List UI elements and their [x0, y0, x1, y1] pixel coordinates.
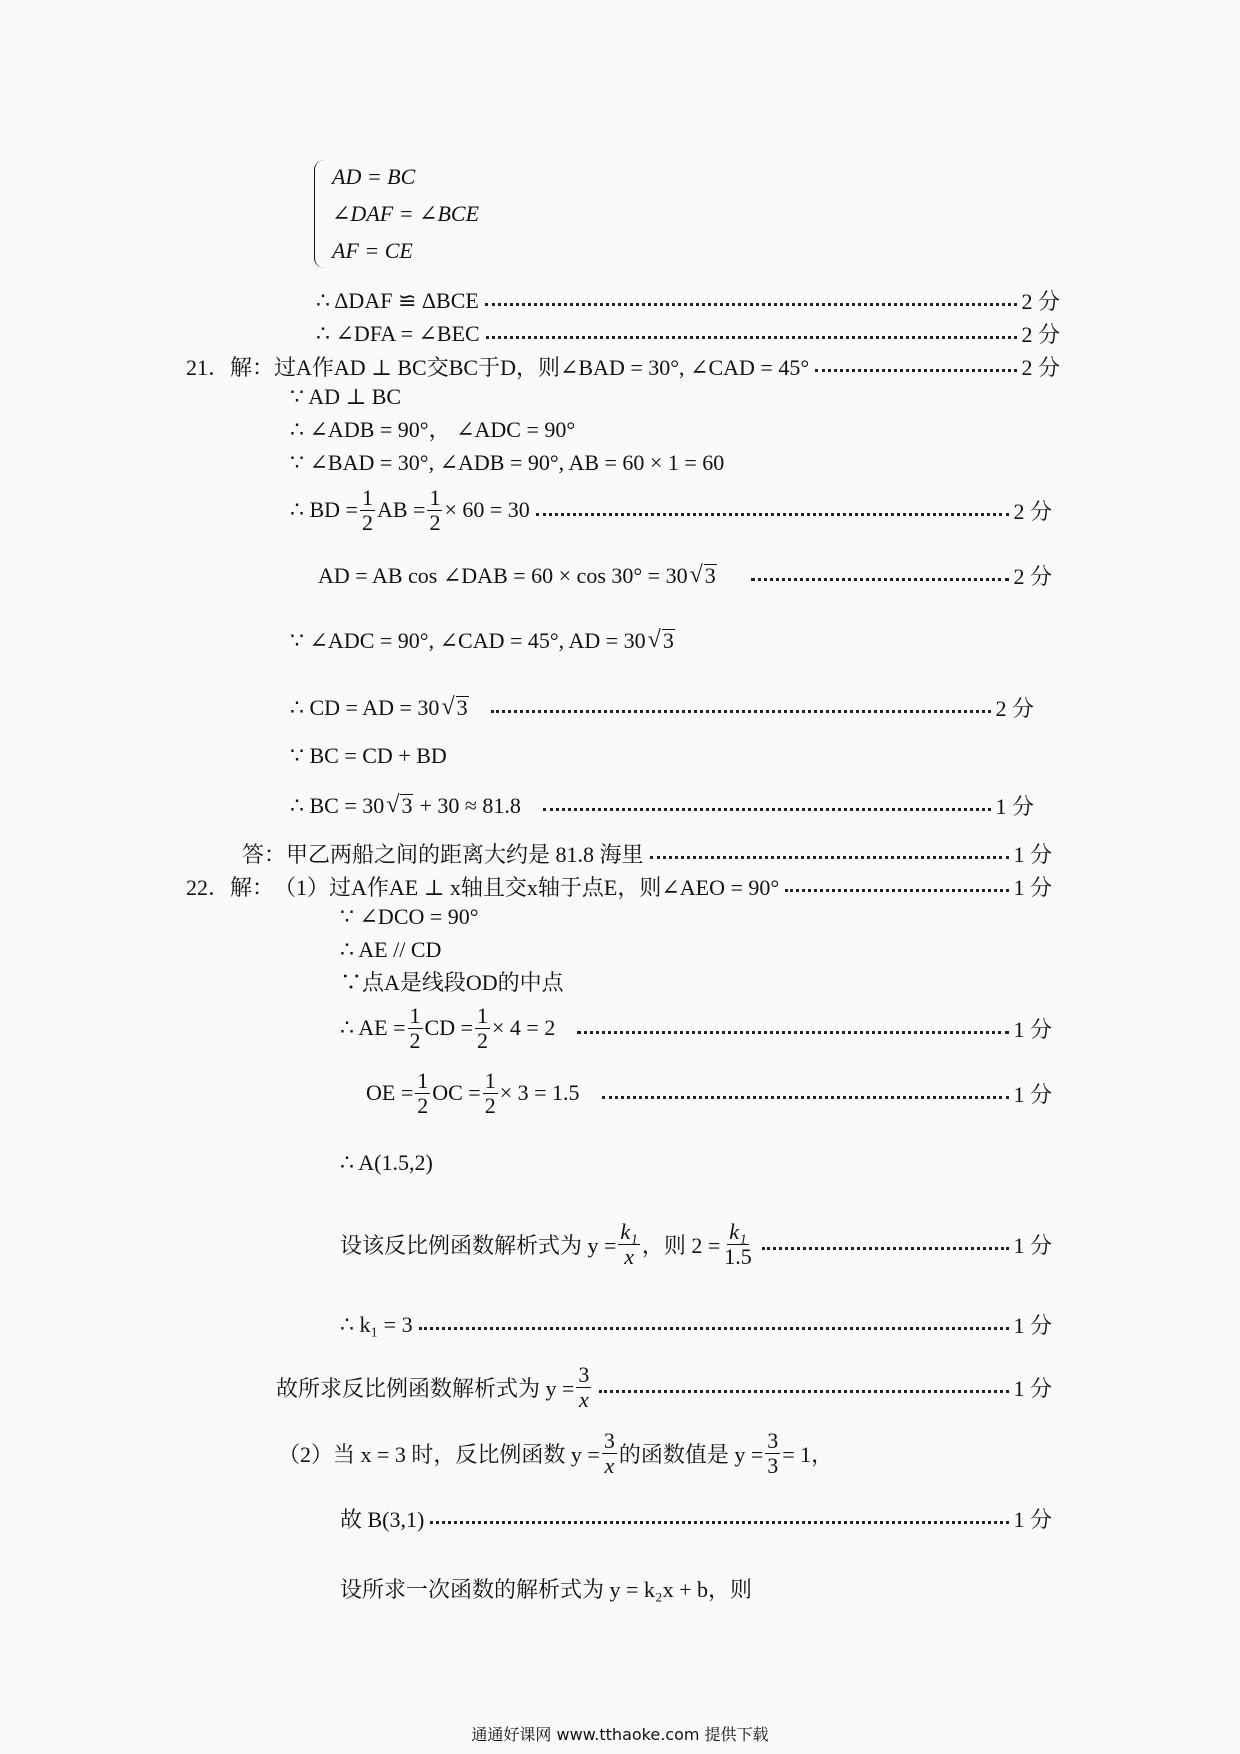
q22-step-parallel: ∴ AE // CD: [340, 937, 442, 962]
score-label: 2 分: [995, 696, 1034, 721]
system-brace: [314, 160, 325, 268]
numerator: 1: [409, 1002, 421, 1028]
q22-b-line: [340, 1503, 1052, 1534]
system-eq-2: ∠DAF = ∠BCE: [332, 201, 480, 226]
leader-dots: [602, 1096, 1010, 1099]
leader-dots: [815, 369, 1017, 372]
leader-dots: [419, 1327, 1010, 1330]
proof-line-congruent: [316, 285, 1060, 316]
q22-intro-text: （1）过A作AE ⊥ x轴且交x轴于点E，则∠AEO = 90°: [274, 875, 780, 900]
answer-text: 答：甲乙两船之间的距离大约是 81.8 海里: [242, 842, 644, 867]
sqrt-radicand: 3: [456, 695, 468, 720]
q22-part2-line: [278, 1424, 833, 1482]
sqrt-sign: √: [647, 627, 661, 653]
q22-linear-setup: 设所求一次函数的解析式为 y = k₂x + b，则: [340, 1577, 752, 1602]
set-mid: ，则 2 =: [641, 1232, 721, 1258]
proof-text: ∴ ∠DFA = ∠BEC: [316, 320, 480, 346]
q21-step-given: ∵ ∠BAD = 30°, ∠ADB = 90°, AB = 60 × 1 = 60: [290, 450, 725, 475]
bd-lhs: ∴ BD =: [290, 497, 358, 522]
leader-dots: [430, 1521, 1009, 1524]
score-label: 1 分: [1013, 1313, 1052, 1338]
fraction-half: [427, 486, 442, 535]
fraction-k1-over-x: [618, 1220, 639, 1269]
q22-point-a: ∴ A(1.5,2): [340, 1150, 433, 1175]
numerator: k₁: [729, 1218, 747, 1244]
score-label: 1 分: [995, 794, 1034, 819]
q21-intro: [186, 351, 1060, 382]
q21-bc-line: [290, 790, 1034, 821]
denominator: x: [604, 1452, 615, 1478]
score-label: 1 分: [1013, 842, 1052, 867]
oe-mid: OC =: [432, 1080, 481, 1105]
q21-step-bc-sum: ∵ BC = CD + BD: [290, 743, 447, 768]
adc-expression: ∵ ∠ADC = 90°, ∠CAD = 45°, AD = 30: [290, 627, 646, 653]
leader-dots: [785, 889, 1009, 892]
part2-rhs: = 1，: [782, 1441, 834, 1467]
q21-step-adc: [290, 627, 675, 654]
leader-dots: [543, 808, 992, 811]
q21-step-perpendicular: ∵ AD ⊥ BC: [290, 384, 402, 409]
numerator: 1: [477, 1002, 488, 1028]
system-eq-1: AD = BC: [332, 164, 416, 189]
sqrt-sign: √: [689, 562, 703, 588]
numerator: k₁: [620, 1218, 638, 1244]
sqrt-sign: √: [386, 792, 400, 818]
q22-ae-line: [340, 1000, 1052, 1056]
leader-dots: [491, 710, 992, 713]
q22-part1-intro: [186, 871, 1052, 902]
denominator: 2: [429, 509, 441, 535]
bd-rhs: × 60 = 30: [444, 497, 530, 522]
sqrt-sign: √: [441, 694, 455, 720]
fraction-3-over-x: [576, 1363, 591, 1412]
sqrt-radicand: 3: [704, 563, 716, 588]
q21-answer: [242, 838, 1052, 869]
numerator: 3: [603, 1427, 615, 1453]
q22-set-line: [340, 1215, 1052, 1273]
score-label: 1 分: [1013, 1232, 1052, 1258]
denominator: 2: [409, 1027, 421, 1053]
proof-line-angles: [316, 318, 1060, 349]
fraction-3-over-x: [602, 1429, 617, 1478]
sqrt-radicand: 3: [401, 793, 413, 818]
denominator: 3: [767, 1452, 779, 1478]
q21-bd-line: [290, 482, 1052, 538]
denominator: 2: [484, 1092, 496, 1118]
oe-lhs: OE =: [366, 1080, 414, 1105]
score-label: 2 分: [1021, 322, 1060, 347]
question-number: 21．解：: [186, 355, 275, 380]
page-footer: 通通好课网 www.tthaoke.com 提供下载: [471, 1725, 769, 1744]
part2-text: （2）当 x = 3 时，反比例函数 y =: [278, 1441, 600, 1467]
q22-k1-line: [340, 1309, 1052, 1340]
leader-dots: [762, 1247, 1010, 1250]
denominator: x: [624, 1243, 635, 1269]
score-label: 2 分: [1021, 355, 1060, 380]
fraction-k1-over-1.5: [722, 1220, 754, 1269]
fraction-half: [415, 1069, 430, 1118]
numerator: 3: [767, 1427, 779, 1453]
result-text: 故所求反比例函数解析式为 y =: [276, 1375, 575, 1401]
fraction-half: [483, 1069, 498, 1118]
denominator: 2: [361, 509, 373, 535]
ae-rhs: × 4 = 2: [492, 1015, 556, 1040]
numerator: 1: [361, 484, 373, 510]
denominator: x: [579, 1386, 589, 1412]
bd-mid: AB =: [376, 497, 426, 522]
q21-ad-line: [318, 560, 1052, 591]
score-label: 2 分: [1013, 498, 1052, 524]
leader-dots: [577, 1031, 1009, 1034]
leader-dots: [599, 1390, 1009, 1393]
denominator: 2: [417, 1092, 429, 1118]
numerator: 1: [484, 1067, 496, 1093]
fraction-half: [360, 486, 375, 535]
q22-step-midpoint: ∵点A是线段OD的中点: [340, 970, 564, 995]
q22-step-dco: ∵ ∠DCO = 90°: [340, 904, 479, 929]
fraction-3-over-3: [765, 1429, 780, 1478]
ae-mid: CD =: [424, 1015, 473, 1040]
cd-expression: ∴ CD = AD = 30: [290, 694, 440, 720]
q21-cd-line: [290, 692, 1034, 723]
score-label: 1 分: [1013, 1375, 1052, 1401]
score-label: 2 分: [1013, 564, 1052, 589]
numerator: 1: [429, 484, 441, 510]
question-number: 22．解：: [186, 875, 275, 900]
k1-value: ∴ k₁ = 3: [340, 1311, 413, 1337]
fraction-half: [475, 1004, 490, 1053]
score-label: 2 分: [1021, 289, 1060, 314]
sqrt-radicand: 3: [662, 628, 674, 653]
oe-rhs: × 3 = 1.5: [499, 1080, 580, 1105]
leader-dots: [485, 303, 1018, 306]
ae-lhs: ∴ AE =: [340, 1015, 406, 1040]
numerator: 3: [578, 1361, 590, 1387]
part2-mid: 的函数值是 y =: [618, 1441, 764, 1467]
bc-rhs: + 30 ≈ 81.8: [419, 792, 521, 818]
q21-intro-text: 过A作AD ⊥ BC交BC于D，则∠BAD = 30°, ∠CAD = 45°: [274, 355, 810, 380]
leader-dots: [650, 856, 1010, 859]
set-text: 设该反比例函数解析式为 y =: [340, 1232, 617, 1258]
numerator: 1: [417, 1067, 429, 1093]
score-label: 1 分: [1013, 1016, 1052, 1042]
system-eq-3: AF = CE: [332, 238, 413, 263]
q21-step-right-angles: ∴ ∠ADB = 90°， ∠ADC = 90°: [290, 417, 576, 442]
score-label: 1 分: [1013, 1081, 1052, 1107]
leader-dots: [486, 336, 1018, 339]
fraction-half: [408, 1004, 423, 1053]
denominator: 1.5: [724, 1243, 752, 1269]
denominator: 2: [477, 1027, 488, 1053]
q22-result-line: [276, 1358, 1052, 1416]
proof-text: ∴ ΔDAF ≌ ΔBCE: [316, 287, 479, 313]
ad-expression: AD = AB cos ∠DAB = 60 × cos 30° = 30: [318, 562, 688, 588]
leader-dots: [751, 578, 1010, 581]
score-label: 1 分: [1013, 875, 1052, 900]
bc-lhs: ∴ BC = 30: [290, 792, 385, 818]
leader-dots: [536, 513, 1010, 516]
point-b: 故 B(3,1): [340, 1507, 425, 1532]
q22-oe-line: [366, 1065, 1052, 1121]
score-label: 1 分: [1013, 1507, 1052, 1532]
